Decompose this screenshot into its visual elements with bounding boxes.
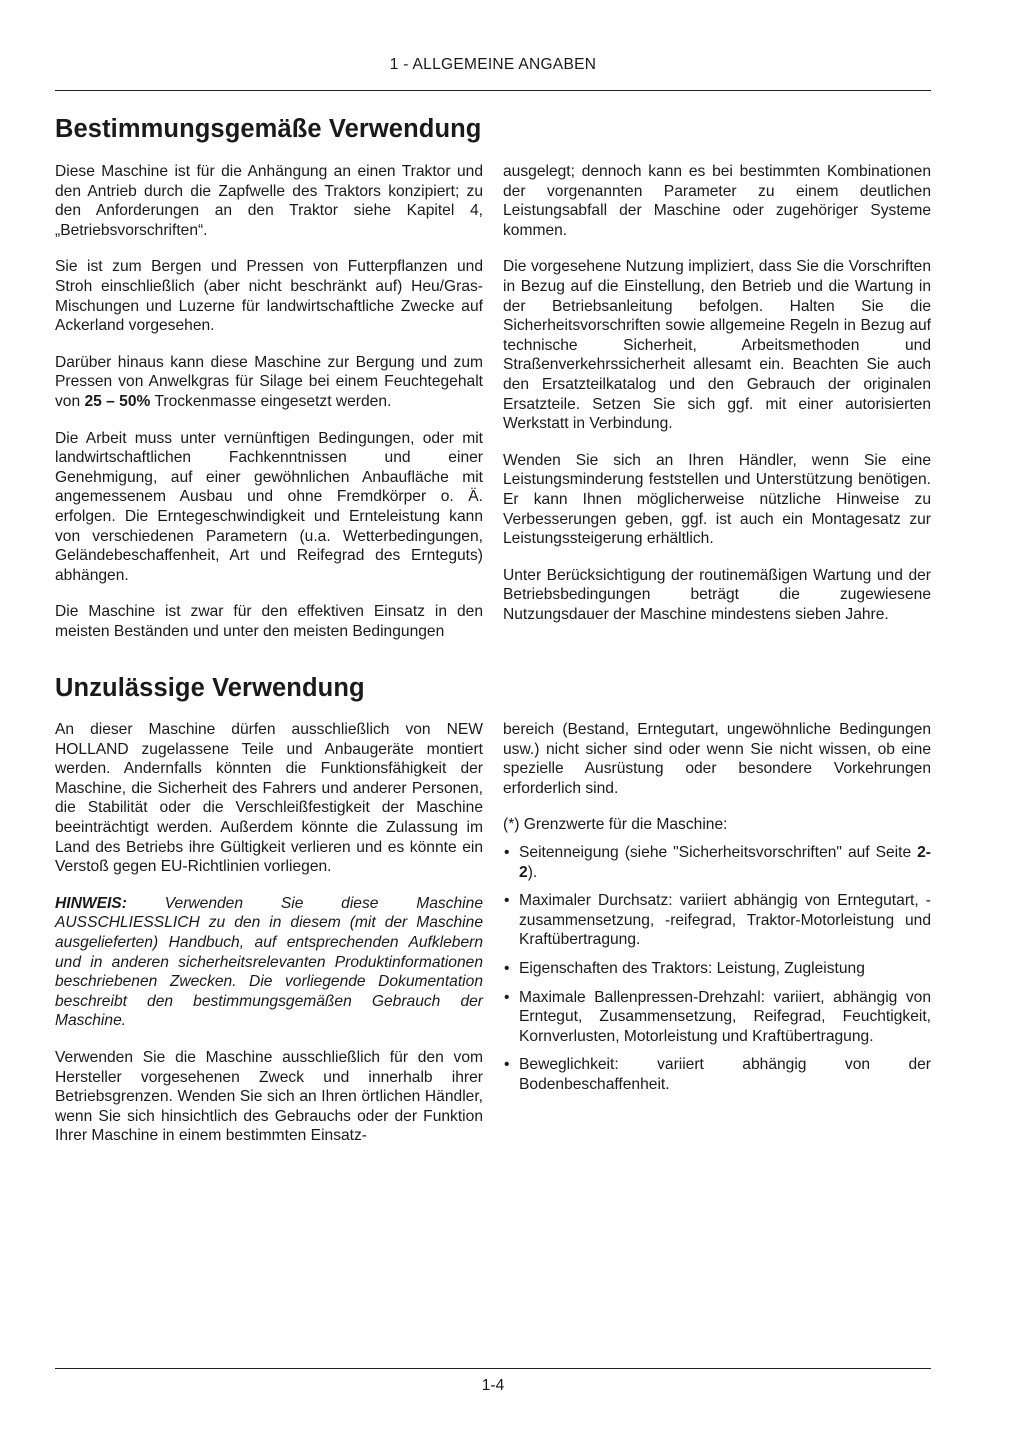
text-span: Beweglichkeit: variiert abhängig von der Bodenbeschaffenheit. — [519, 1056, 931, 1093]
paragraph: Sie ist zum Bergen und Pressen von Futterpflanzen und Stroh einschließlich (aber nicht beschränkt auf) Heu/Gras-Mischungen und Luzerne für landwirtschaftliche Zwecke auf Ackerland vorgesehen. — [55, 258, 483, 335]
paragraph — [55, 353, 483, 412]
bold-page-ref: 2-2 — [519, 843, 931, 881]
text-span: Maximaler Durchsatz: variiert abhängig von Erntegutart, -zusammensetzung, -reifegrad, Traktor-Motorleistung und Kraftübertragung. — [519, 892, 931, 949]
header-rule — [55, 90, 931, 91]
limits-list — [503, 843, 931, 1095]
footer-rule — [55, 1368, 931, 1369]
bullet-icon: • — [504, 1056, 510, 1074]
bold-value: 25 – 50% — [84, 392, 151, 410]
note-paragraph — [55, 894, 483, 1031]
section1-right-column — [503, 162, 931, 641]
paragraph: ausgelegt; dennoch kann es bei bestimmten Kombinationen der vorgenannten Parameter zu einem deutlichen Leistungsabfall der Maschine oder zugehöriger Systeme kommen. — [503, 163, 931, 239]
section-heading-prohibited-use: Unzulässige Verwendung — [55, 674, 365, 702]
limits-intro: (*) Grenzwerte für die Maschine: — [503, 816, 728, 834]
paragraph: Verwenden Sie die Maschine ausschließlich für den vom Hersteller vorgesehenen Zweck und innerhalb ihrer Betriebsgrenzen. Wenden Sie sich an Ihren örtlichen Händler, wenn Sie sich hinsichtlich des Gebrauchs oder der Funktion Ihrer Maschine in einem bestimmten Einsatz- — [55, 1048, 483, 1145]
section2-left-column — [55, 720, 483, 1163]
list-item — [503, 1055, 931, 1094]
list-item — [503, 988, 931, 1047]
paragraph: Wenden Sie sich an Ihren Händler, wenn Sie eine Leistungsminderung feststellen und Unterstützung benötigen. Er kann Ihnen möglicherweise nützliche Hinweise zu Verbesserungen geben, ggf. ist auch ein Montagesatz zur Leistungssteigerung erhältlich. — [503, 451, 931, 548]
text-span: Trockenmasse eingesetzt werden. — [150, 392, 392, 410]
paragraph: Die Maschine ist zwar für den effektiven Einsatz in den meisten Beständen und unter den meisten Bedingungen — [55, 603, 483, 640]
bullet-icon: • — [504, 892, 510, 910]
note-label: HINWEIS: — [55, 894, 127, 912]
text-span: ). — [527, 863, 538, 881]
text-span: Maximale Ballenpressen-Drehzahl: variiert, abhängig von Erntegut, Zusammensetzung, Reifegrad, Feuchtigkeit, Kornverlusten, Motorleistung und Kraftübertragung. — [519, 988, 931, 1045]
bullet-icon: • — [504, 988, 510, 1006]
section1-left-column — [55, 162, 483, 658]
bullet-icon: • — [504, 959, 510, 977]
text-span: Seitenneigung (siehe "Sicherheitsvorschriften" auf Seite — [519, 843, 918, 861]
paragraph: Die Arbeit muss unter vernünftigen Bedingungen, oder mit landwirtschaftlichen Fachkenntnissen und einer Genehmigung, auf einer gewöhnlichen Anbaufläche mit angemessenem Ausbau und ohne Fremdkörper o. Ä. erfolgen. Die Erntegeschwindigkeit und Ernteleistung kann von verschiedenen Parametern (u.a. Wetterbedingungen, Geländebeschaffenheit, Art und Reifegrad des Ernteguts) abhängen. — [55, 429, 483, 584]
section-heading-intended-use: Bestimmungsgemäße Verwendung — [55, 115, 482, 143]
text-span: Eigenschaften des Traktors: Leistung, Zugleistung — [519, 959, 865, 977]
list-item — [503, 959, 931, 979]
section2-right-column — [503, 720, 931, 1104]
page-header: 1 - ALLGEMEINE ANGABEN — [389, 56, 597, 73]
page-number: 1-4 — [481, 1377, 505, 1394]
note-text: Verwenden Sie diese Maschine AUSSCHLIESSLICH zu den in diesem (mit der Maschine ausgelieferten) Handbuch, auf entsprechenden Aufklebern und in anderen sicherheitsrelevanten Produktinformationen beschriebenen Zwecken. Die vorliegende Dokumentation beschreibt den bestimmungsgemäßen Gebrauch der Maschine. — [55, 894, 483, 1030]
bullet-icon: • — [504, 843, 510, 861]
paragraph: Unter Berücksichtigung der routinemäßigen Wartung und der Betriebsbedingungen beträgt die zugewiesene Nutzungsdauer der Maschine mindestens sieben Jahre. — [503, 566, 931, 623]
paragraph: bereich (Bestand, Erntegutart, ungewöhnliche Bedingungen usw.) nicht sicher sind oder wenn Sie nicht wissen, ob eine spezielle Ausrüstung oder besondere Vorkehrungen erforderlich sind. — [503, 721, 931, 797]
list-item — [503, 891, 931, 950]
text-span: Darüber hinaus kann diese Maschine zur Bergung und zum Pressen von Anwelkgras für Silage bei einem Feuchtegehalt von — [55, 353, 483, 410]
paragraph: Die vorgesehene Nutzung impliziert, dass Sie die Vorschriften in Bezug auf die Einstellung, den Betrieb und die Wartung in der Betriebsanleitung befolgen. Halten Sie die Sicherheitsvorschriften sowie allgemeine Regeln in Bezug auf technische Sicherheit, Arbeitsmethoden und Straßenverkehrssicherheit allesamt ein. Beachten Sie auch den Ersatzteilkatalog und den Gebrauch der originalen Ersatzteile. Setzen Sie sich ggf. mit einer autorisierten Werkstatt in Verbindung. — [503, 258, 931, 433]
list-item — [503, 843, 931, 882]
paragraph: An dieser Maschine dürfen ausschließlich von NEW HOLLAND zugelassene Teile und Anbaugeräte montiert werden. Andernfalls könnten die Funktionsfähigkeit der Maschine, die Sicherheit des Fahrers und anderer Personen, die Stabilität oder die Verschleißfestigkeit der Maschine beeinträchtigt werden. Außerdem könnte die Zulassung im Land des Betriebs ihre Gültigkeit verlieren und es könnte ein Verstoß gegen EU-Richtlinien vorliegen. — [55, 721, 483, 876]
paragraph: Diese Maschine ist für die Anhängung an einen Traktor und den Antrieb durch die Zapfwelle des Traktors konzipiert; zu den Anforderungen an den Traktor siehe Kapitel 4, „Betriebsvorschriften“. — [55, 163, 483, 239]
